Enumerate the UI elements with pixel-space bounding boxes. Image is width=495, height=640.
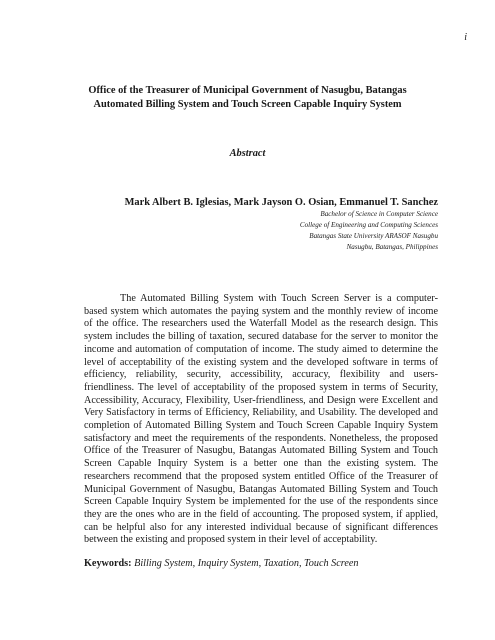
- page-number: i: [464, 32, 467, 43]
- author-affiliation: [300, 209, 438, 253]
- keywords-label: Keywords:: [84, 558, 132, 569]
- paper-title: [0, 84, 495, 112]
- affiliation-degree: Bachelor of Science in Computer Science: [320, 210, 438, 218]
- affiliation-college: College of Engineering and Computing Sciences: [299, 221, 438, 229]
- abstract-heading: Abstract: [229, 148, 266, 159]
- affiliation-location: Nasugbu, Batangas, Philippines: [346, 243, 438, 251]
- keywords-line: [84, 558, 444, 569]
- title-line-2: Automated Billing System and Touch Screen Capable Inquiry System: [93, 99, 402, 110]
- title-line-1: Office of the Treasurer of Municipal Government of Nasugbu, Batangas: [88, 85, 407, 96]
- keywords-text: Billing System, Inquiry System, Taxation, Touch Screen: [134, 558, 359, 569]
- author-list: Mark Albert B. Iglesias, Mark Jayson O. Osian, Emmanuel T. Sanchez: [124, 197, 438, 208]
- abstract-body: The Automated Billing System with Touch Screen Server is a computer-based system which automates the paying system and the monthly review of income of the office. The researchers used the Waterfall Model as the research design. This system includes the billing of taxation, secured database for the server to monitor the income and automation of computation of income. The study aimed to determine the level of acceptability of the existing system and the developed software in terms of efficiency, reliability, security, accessibility, accuracy, flexibility and users-friendliness. The level of acceptability of the proposed system in terms of Security, Accessibility, Accuracy, Flexibility, User-friendliness, and Design were Excellent and Very Satisfactory in terms of Efficiency, Reliability, and Usability. The developed and completion of Automated Billing System and Touch Screen Capable Inquiry System satisfactory and meet the requirements of the respondents. Nonetheless, the proposed Office of the Treasurer of Nasugbu, Batangas Automated Billing System and Touch Screen Capable Inquiry System is a better one than the existing system. The researchers recommend that the proposed system entitled Office of the Treasurer of Municipal Government of Nasugbu, Batangas Automated Billing System and Touch Screen Capable Inquiry System be implemented for the use of the respondents since they are the ones who are in the field of accounting. The proposed system, if applied, can be helpful also for any interested individual because of significant differences between the existing and proposed system in their level of acceptability.: [84, 293, 438, 546]
- affiliation-university: Batangas State University ARASOF Nasugbu: [309, 232, 438, 240]
